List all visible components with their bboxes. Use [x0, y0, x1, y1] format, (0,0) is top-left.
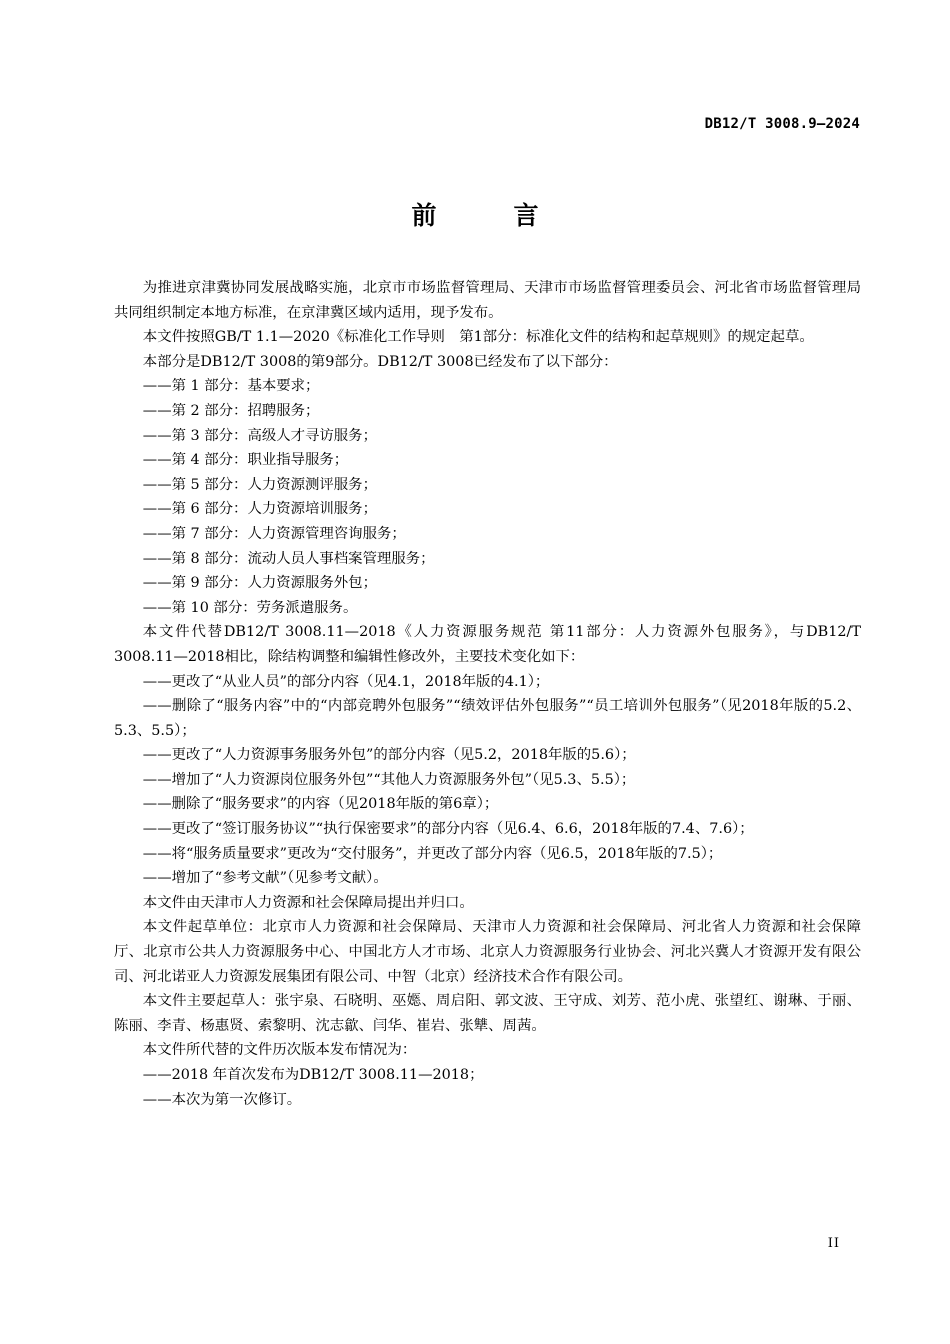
list-item-part: ——第 8 部分：流动人员人事档案管理服务； [142, 550, 435, 567]
list-item-part: ——第 5 部分：人力资源测评服务； [142, 476, 377, 493]
list-item-change: ——增加了“参考文献”（见参考文献）。 [142, 870, 388, 887]
paragraph-history-intro: 本文件所代替的文件历次版本发布情况为： [142, 1042, 417, 1059]
list-item-part: ——第 10 部分：劳务派遣服务。 [142, 599, 358, 616]
list-item-part: ——第 7 部分：人力资源管理咨询服务； [142, 525, 406, 542]
document-body [114, 276, 861, 1112]
list-item-change: ——删除了“服务要求”的内容（见2018年版的第6章）； [142, 796, 499, 813]
page-number: II [827, 1236, 840, 1251]
paragraph-proposer: 本文件由天津市人力资源和社会保障局提出并归口。 [142, 894, 474, 911]
paragraph-intro: 为推进京津冀协同发展战略实施，北京市市场监督管理局、天津市市场监督管理委员会、河北省市场监督管理局共同组织制定本地方标准，在京津冀区域内适用，现予发布。 [114, 280, 861, 321]
paragraph-drafting-units: 本文件起草单位：北京市人力资源和社会保障局、天津市人力资源和社会保障局、河北省人力资源和社会保障厅、北京市公共人力资源服务中心、中国北方人才市场、北京人力资源服务行业协会、河北兴冀人才资源开发有限公司、河北诺亚人力资源发展集团有限公司、中智（北京）经济技术合作有限公司。 [114, 919, 861, 985]
paragraph-replacement: 本文件代替DB12/T 3008.11—2018《人力资源服务规范 第11部分：人力资源外包服务》，与DB12/T 3008.11—2018相比，除结构调整和编辑性修改外，主要技术变化如下： [114, 624, 861, 665]
list-item-part: ——第 6 部分：人力资源培训服务； [142, 501, 377, 518]
paragraph-drafting-rules: 本文件按照GB/T 1.1—2020《标准化工作导则 第1部分：标准化文件的结构和起草规则》的规定起草。 [142, 329, 814, 346]
list-item-history: ——2018 年首次发布为DB12/T 3008.11—2018； [142, 1067, 484, 1083]
list-item-part: ——第 9 部分：人力资源服务外包； [142, 575, 377, 592]
list-item-part: ——第 1 部分：基本要求； [142, 378, 320, 395]
list-item-change: ——更改了“人力资源事务服务外包”的部分内容（见5.2，2018年版的5.6）； [142, 747, 636, 764]
list-item-change: ——更改了“签订服务协议”“执行保密要求”的部分内容（见6.4、6.6，2018年版的7.4、7.6）； [142, 821, 754, 838]
paragraph-drafters: 本文件主要起草人：张宇泉、石晓明、巫嫕、周启阳、郭文波、王守成、刘芳、范小虎、张望红、谢琳、于丽、陈丽、李青、杨惠贤、索黎明、沈志歙、闫华、崔岩、张犨、周茜。 [114, 993, 861, 1034]
list-item-change: ——增加了“人力资源岗位服务外包”“其他人力资源服务外包”（见5.3、5.5）； [142, 771, 636, 788]
paragraph-part-info: 本部分是DB12/T 3008的第9部分。DB12/T 3008已经发布了以下部分： [142, 353, 618, 370]
list-item-change: ——更改了“从业人员”的部分内容（见4.1，2018年版的4.1）； [142, 673, 550, 690]
list-item-history: ——本次为第一次修订。 [142, 1091, 302, 1108]
list-item-change: ——删除了“服务内容”中的“内部竞聘外包服务”“绩效评估外包服务”“员工培训外包服务”（见2018年版的5.2、5.3、5.5）； [114, 698, 861, 739]
page-title: 前 言 [411, 201, 565, 230]
list-item-change: ——将“服务质量要求”更改为“交付服务”，并更改了部分内容（见6.5，2018年版的7.5）； [142, 845, 723, 862]
document-number: DB12/T 3008.9—2024 [704, 116, 860, 132]
list-item-part: ——第 3 部分：高级人才寻访服务； [142, 427, 377, 444]
list-item-part: ——第 4 部分：职业指导服务； [142, 452, 349, 469]
list-item-part: ——第 2 部分：招聘服务； [142, 402, 320, 419]
